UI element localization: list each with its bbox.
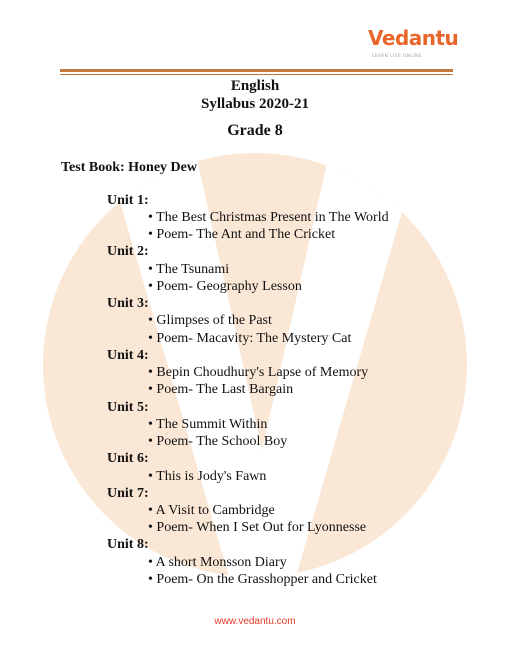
unit-item: • Poem- Geography Lesson [148, 279, 302, 294]
unit-label: Unit 3: [107, 296, 149, 311]
unit-label: Unit 1: [107, 193, 149, 208]
unit-item: • Poem- The Last Bargain [148, 382, 294, 397]
unit-item: • This is Jody's Fawn [148, 469, 267, 484]
unit-item: • Bepin Choudhury's Lapse of Memory [148, 365, 369, 380]
logo-tagline: LEARN LIVE ONLINE [372, 53, 422, 58]
unit-item: • The Best Christmas Present in The World [148, 210, 389, 225]
subject-heading: English [230, 78, 280, 94]
unit-item: • A Visit to Cambridge [148, 503, 275, 518]
unit-item: • Poem- On the Grasshopper and Cricket [148, 572, 377, 587]
unit-item: • Poem- The School Boy [148, 434, 288, 449]
unit-label: Unit 2: [107, 244, 149, 259]
unit-label: Unit 4: [107, 348, 149, 363]
vedantu-logo [368, 26, 478, 68]
grade-heading: Grade 8 [227, 122, 283, 139]
header-rule-thin [60, 74, 453, 75]
footer-url-link[interactable]: www.vedantu.com [214, 616, 296, 627]
syllabus-heading: Syllabus 2020-21 [201, 96, 309, 112]
unit-label: Unit 5: [107, 400, 149, 415]
logo-wordmark: Vedantu [368, 26, 459, 50]
unit-label: Unit 6: [107, 451, 149, 466]
unit-item: • The Tsunami [148, 262, 230, 277]
unit-item: • Poem- When I Set Out for Lyonnesse [148, 520, 367, 535]
book-title: Test Book: Honey Dew [61, 160, 197, 175]
unit-item: • Glimpses of the Past [148, 313, 272, 328]
unit-item: • Poem- Macavity: The Mystery Cat [148, 331, 352, 346]
unit-label: Unit 7: [107, 486, 149, 501]
header-rule-thick [60, 69, 453, 72]
unit-item: • A short Monsson Diary [148, 555, 287, 570]
unit-item: • The Summit Within [148, 417, 268, 432]
unit-item: • Poem- The Ant and The Cricket [148, 227, 336, 242]
unit-label: Unit 8: [107, 537, 149, 552]
